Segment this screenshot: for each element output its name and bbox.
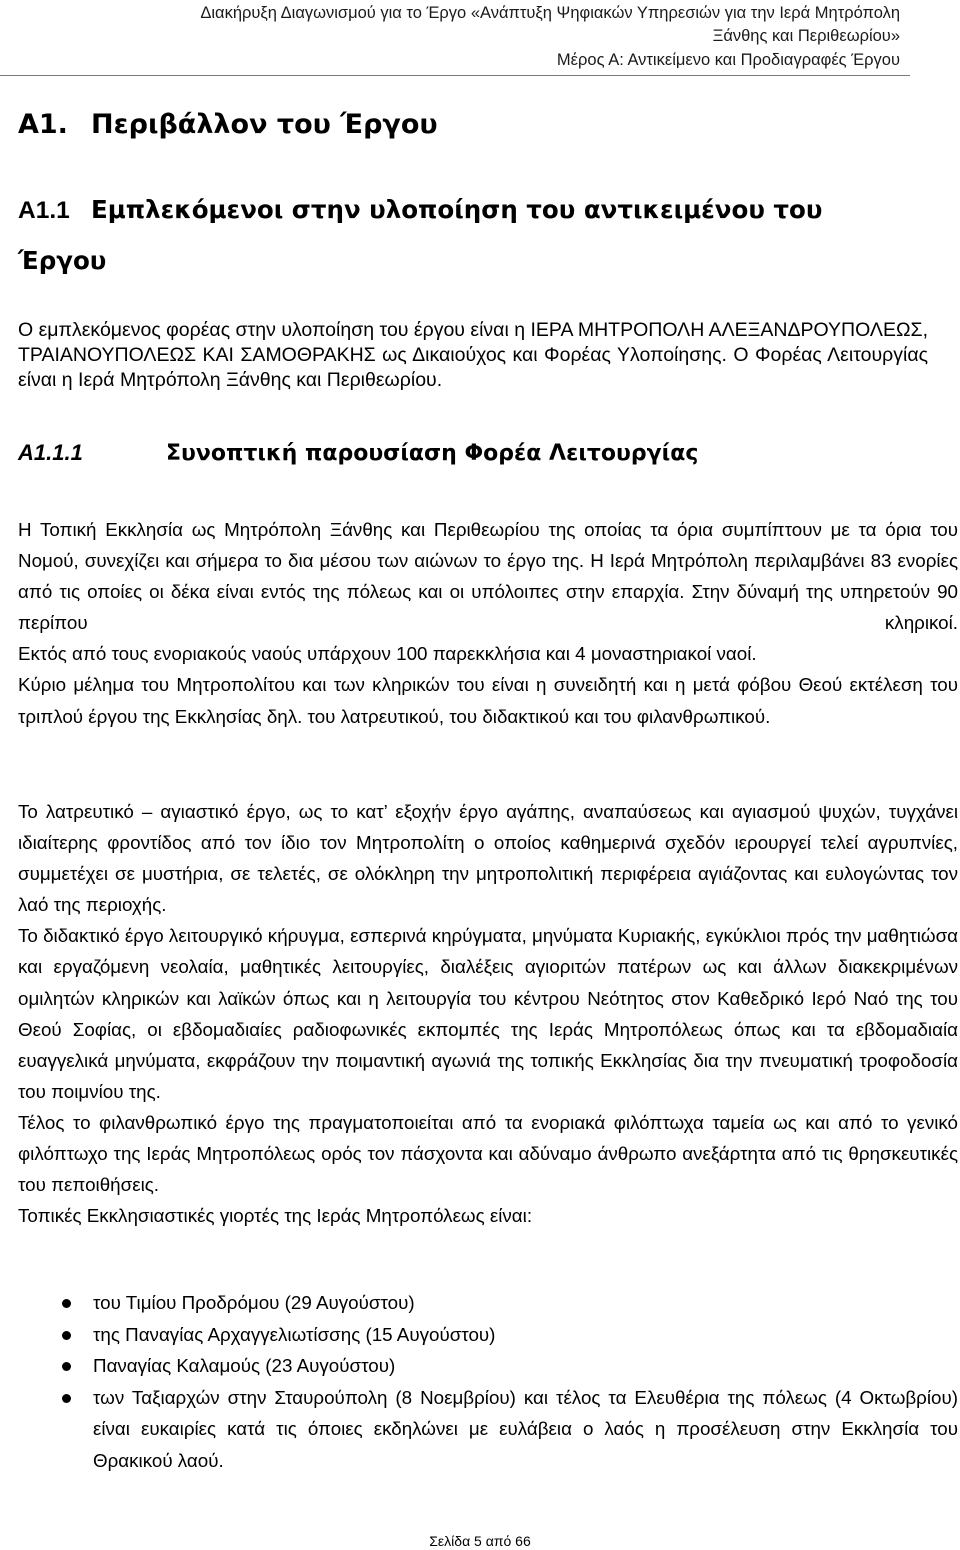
header-line-3: Μέρος Α: Αντικείμενο και Προδιαγραφές Έργου <box>556 51 900 69</box>
list-item: των Ταξιαρχών στην Σταυρούπολη (8 Νοεμβρίου) και τέλος τα Ελευθέρια της πόλεως (4 Οκτωβρίου) είναι ευκαιρίες κατά τις όποιες εκδηλώνει με ευλάβεια ο λαός η προσέλευση στην Εκκλησία του Θρακικού λαού. <box>18 1382 958 1477</box>
bullet-icon <box>62 1362 71 1371</box>
page-number: Σελίδα 5 από 66 <box>429 1533 531 1549</box>
header-divider <box>0 75 910 76</box>
paragraph-4: Το λατρευτικό – αγιαστικό έργο, ως το κατ’ εξοχήν έργο αγάπης, αναπαύσεως και αγιασμού ψυχών, τυγχάνει ιδιαίτερης φροντίδος από τον ίδιο τον Μητροπολίτη ο οποίος καθημερινά σχεδόν ιερουργεί τελεί αγρυπνίες, συμμετέχει σε μυστήρια, σε τελετές, σε ολόκληρη την μητροπολιτική περιφέρεια αγιάζοντας και ευλογώντας τον λαό της περιοχής. <box>18 801 958 916</box>
subsubsection-title: Συνοπτική παρουσίαση Φορέα Λειτουργίας <box>166 441 699 466</box>
section-heading <box>18 107 438 143</box>
paragraph-3: Κύριο μέλημα του Μητροπολίτου και των κληρικών του είναι η συνειδητή και η μετά φόβου Θεού εκτέλεση του τριπλού έργου της Εκκλησίας δηλ. του λατρευτικού, του διδακτικού και του φιλανθρωπικού. <box>18 674 958 727</box>
feasts-list <box>18 1287 958 1476</box>
bullet-icon <box>62 1299 71 1308</box>
bullet-icon <box>62 1394 71 1403</box>
paragraph-1: Η Τοπική Εκκλησία ως Μητρόπολη Ξάνθης και Περιθεωρίου της οποίας τα όρια συμπίπτουν με τα όρια του Νομού, συνεχίζει και σήμερα το δια μέσου των αιώνων το έργο της. Η Ιερά Μητρόπολη περιλαμβάνει 83 ενορίες από τις οποίες οι δέκα είναι εντός της πόλεως και οι υπόλοιπες στην επαρχία. Στην δύναμή της υπηρετούν 90 περίπου κληρικοί. <box>18 519 958 634</box>
paragraph-5: Το διδακτικό έργο λειτουργικό κήρυγμα, εσπερινά κηρύγματα, μηνύματα Κυριακής, εγκύκλιοι πρός την μαθητιώσα και εργαζόμενη νεολαία, μαθητικές λειτουργίες, διαλέξεις αγιοριτών πατέρων ως και άλλων διακεκριμένων ομιλητών κληρικών και λαϊκών όπως και η λειτουργία του κέντρου Νεότητος στον Καθεδρικό Ιερό Ναό της του Θεού Σοφίας, οι εβδομαδιαίες ραδιοφωνικές εκπομπές της Ιεράς Μητροπόλεως όπως και τα εβδομαδιαία ευαγγελικά μηνύματα, εκφράζουν την ποιμαντική αγωνιά της τοπικής Εκκλησίας δια την πνευματική τροφοδοσία του ποιμνίου της. <box>18 925 959 1102</box>
bullet-icon <box>62 1331 71 1340</box>
list-item: της Παναγίας Αρχαγγελιωτίσσης (15 Αυγούστου) <box>18 1319 958 1351</box>
section-number: A1. <box>18 109 68 140</box>
subsection-heading <box>18 185 918 286</box>
list-item: του Τιμίου Προδρόμου (29 Αυγούστου) <box>18 1287 958 1319</box>
header-line-2: Ξάνθης και Περιθεωρίου» <box>712 27 900 45</box>
section-title: Περιβάλλον του Έργου <box>91 109 438 140</box>
subsection-title: Εμπλεκόμενοι στην υλοποίηση του αντικειμένου του Έργου <box>18 195 823 275</box>
subsection-number: A1.1 <box>18 197 70 224</box>
header-line-1: Διακήρυξη Διαγωνισμού για το Έργο «Ανάπτυξη Ψηφιακών Υπηρεσιών για την Ιερά Μητρόπολη <box>200 4 900 22</box>
subsubsection-heading <box>18 440 698 466</box>
paragraph-7: Τοπικές Εκκλησιαστικές γιορτές της Ιεράς Μητροπόλεως είναι: <box>18 1205 533 1227</box>
body-block-2 <box>18 796 958 1231</box>
list-item: Παναγίας Καλαμούς (23 Αυγούστου) <box>18 1350 958 1382</box>
intro-paragraph: Ο εμπλεκόμενος φορέας στην υλοποίηση του έργου είναι η ΙΕΡΑ ΜΗΤΡΟΠΟΛΗ ΑΛΕΞΑΝΔΡΟΥΠΟΛΕΩΣ, ΤΡΑΙΑΝΟΥΠΟΛΕΩΣ ΚΑΙ ΣΑΜΟΘΡΑΚΗΣ ως Δικαιούχος και Φορέας Υλοποίησης. Ο Φορέας Λειτουργίας είναι η Ιερά Μητρόπολη Ξάνθης και Περιθεωρίου. <box>18 319 928 391</box>
subsubsection-number: A1.1.1 <box>18 440 83 465</box>
paragraph-2: Εκτός από τους ενοριακούς ναούς υπάρχουν 100 παρεκκλήσια και 4 μοναστηριακοί ναοί. <box>18 643 757 665</box>
paragraph-6: Τέλος το φιλανθρωπικό έργο της πραγματοποιείται από τα ενοριακά φιλόπτωχα ταμεία ως και από το γενικό φιλόπτωχο της Ιεράς Μητροπόλεως ορός τον πάσχοντα και αδύναμο άνθρωπο ανεξάρτητα από τις θρησκευτικές του πεποιθήσεις. <box>18 1111 958 1196</box>
body-block-1 <box>18 514 958 732</box>
